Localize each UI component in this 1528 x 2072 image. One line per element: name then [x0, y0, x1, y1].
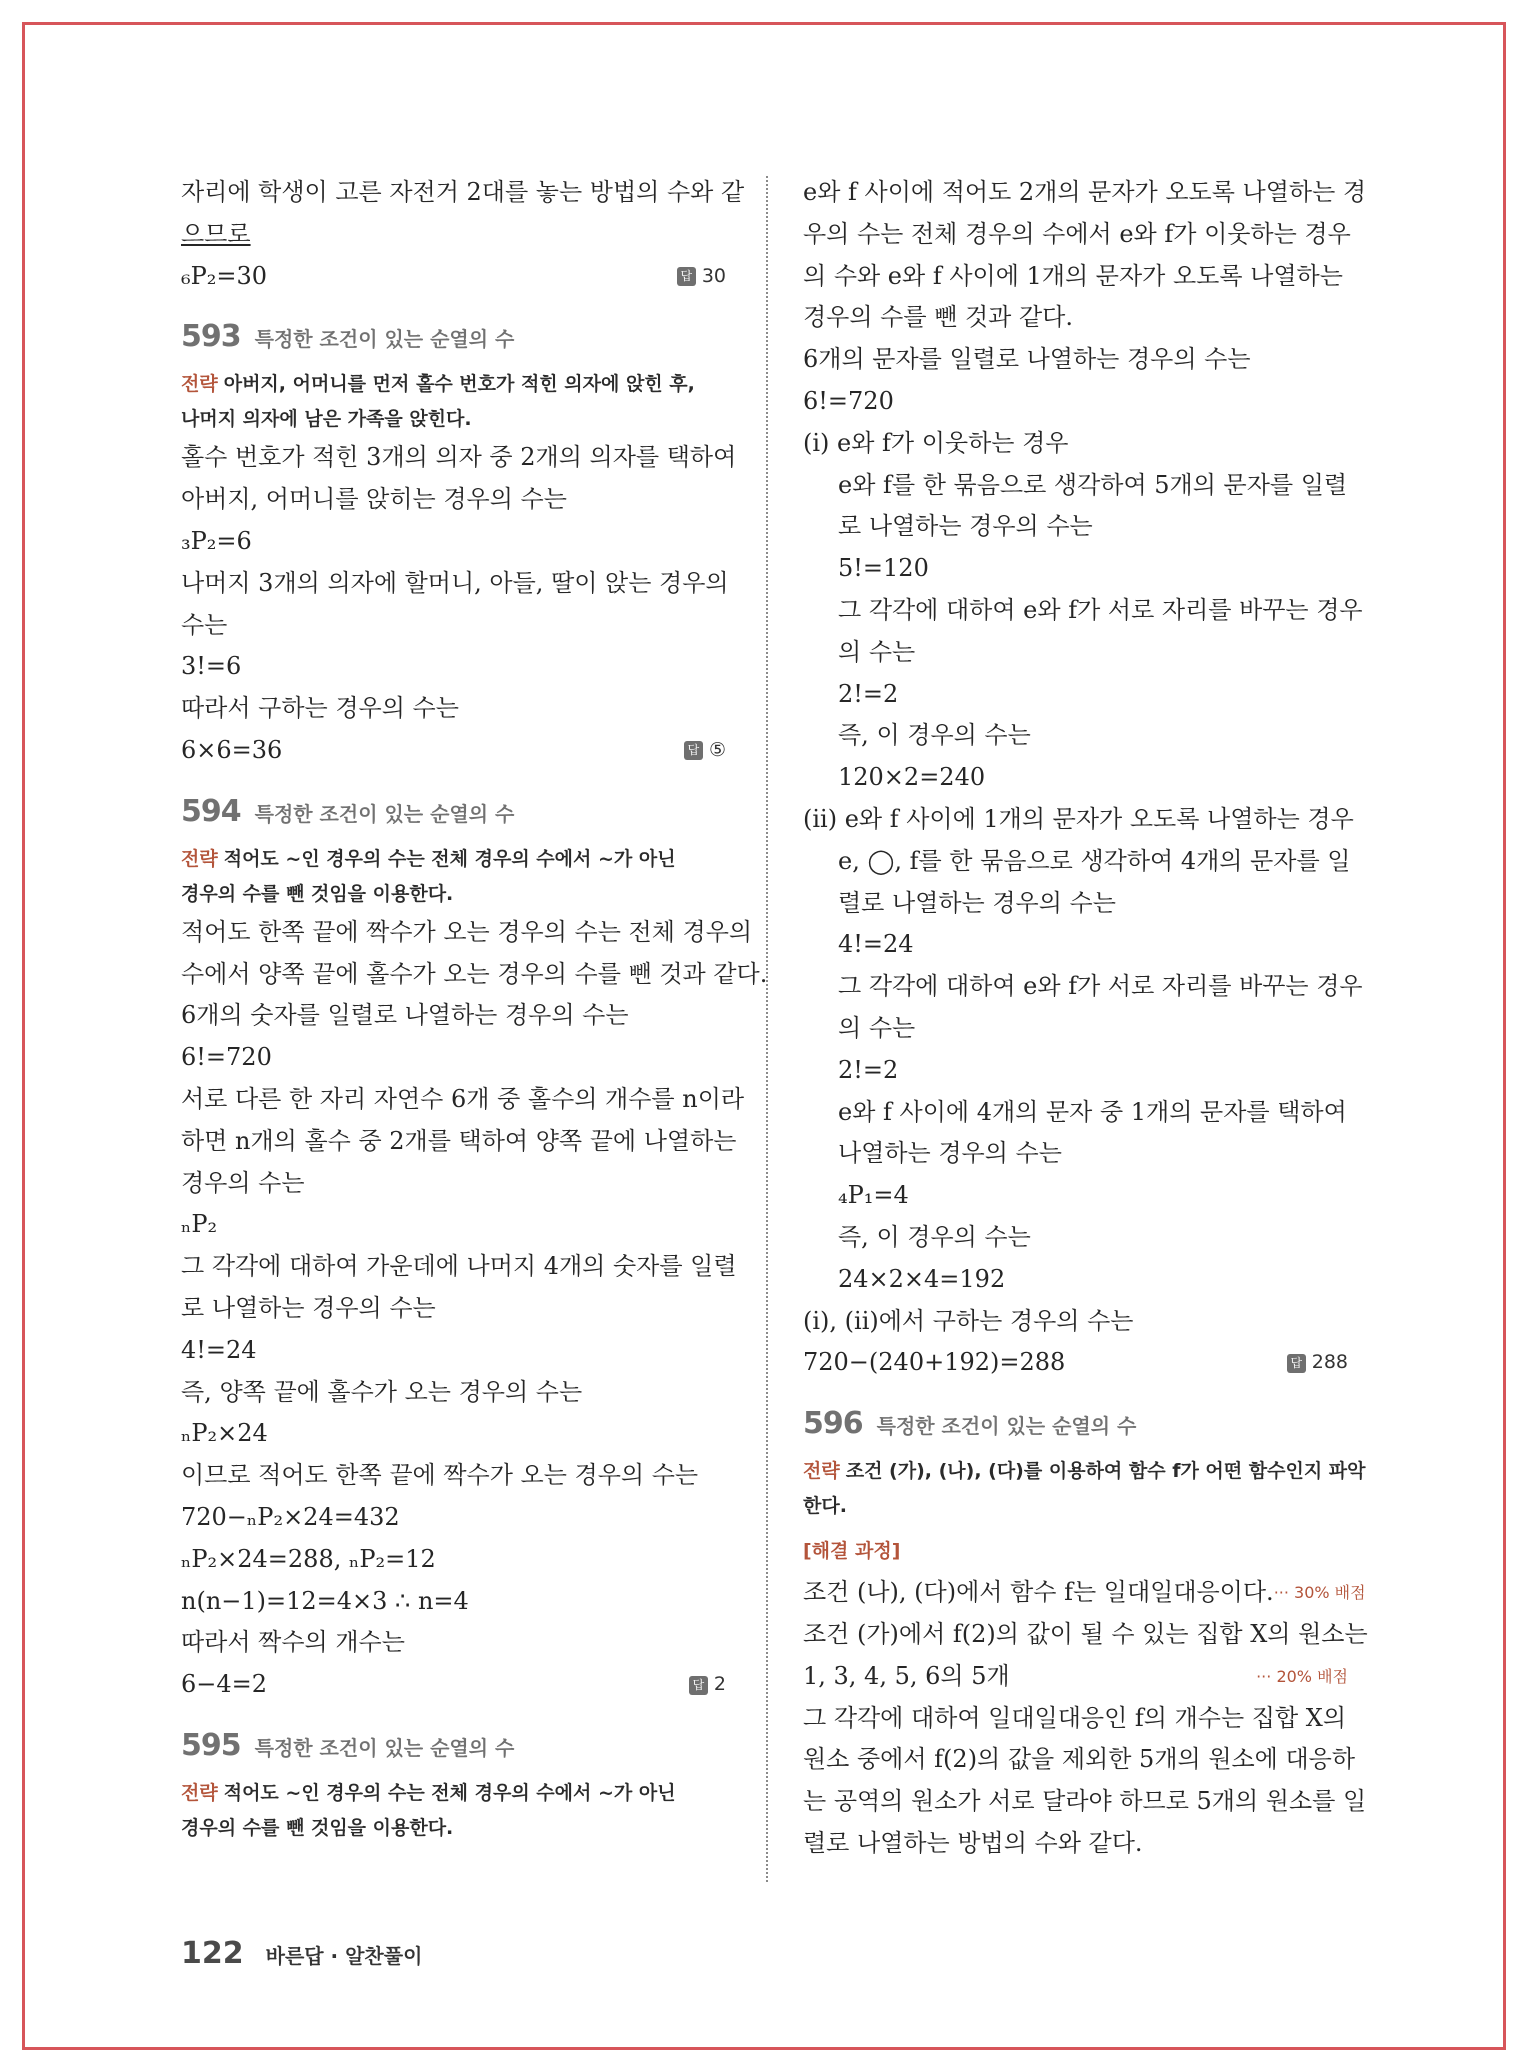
strategy-line: 나머지 의자에 남은 가족을 앉힌다.: [181, 408, 472, 431]
text-line: 4!=24: [838, 930, 914, 959]
text-line: 6개의 숫자를 일렬로 나열하는 경우의 수는: [181, 1001, 629, 1030]
text-line: (i), (ii)에서 구하는 경우의 수는: [803, 1306, 1134, 1335]
problem-header: [181, 319, 726, 367]
text-line: 로 나열하는 경우의 수는: [181, 1293, 436, 1322]
column-divider: [766, 176, 768, 1882]
answer-line: [181, 256, 726, 298]
text-line: ₃P₂=6: [181, 526, 252, 555]
problem-596: [803, 1406, 1368, 1865]
text-line: ₙP₂×24=288, ₙP₂=12: [181, 1544, 436, 1573]
solution-process-label: [해결 과정]: [803, 1540, 901, 1563]
score-note: ··· 30% 배점: [1273, 1583, 1366, 1603]
strategy-line: 한다.: [803, 1495, 847, 1518]
text-line: 는 공역의 원소가 서로 달라야 하므로 5개의 원소를 일: [803, 1787, 1367, 1816]
answer-line: [181, 730, 726, 772]
answer-value: 288: [1311, 1351, 1348, 1374]
text-line: 5!=120: [838, 554, 929, 583]
text-line: 6!=720: [803, 386, 894, 415]
strategy-text: 조건 (가), (나), (다)를 이용하여 함수 f가 어떤 함수인지 파악: [845, 1460, 1366, 1483]
strategy-text: 아버지, 어머니를 먼저 홀수 번호가 적힌 의자에 앉힌 후,: [223, 373, 695, 396]
strategy-tag: 전략: [181, 373, 218, 396]
strategy-line: [181, 1776, 726, 1811]
strategy-line: 경우의 수를 뺀 것임을 이용한다.: [181, 882, 454, 905]
page-footer: [181, 1936, 422, 1971]
text-line: 이므로 적어도 한쪽 끝에 짝수가 오는 경우의 수는: [181, 1461, 699, 1490]
text-line: 24×2×4=192: [838, 1264, 1006, 1293]
text-line: ₄P₁=4: [838, 1181, 909, 1210]
continuation-block: [803, 172, 1367, 1342]
answer-expression: 6×6=36: [181, 735, 283, 764]
answer-expression: ₆P₂=30: [181, 261, 268, 290]
answer-value: 2: [713, 1673, 726, 1696]
text-line: 로 나열하는 경우의 수는: [838, 512, 1093, 541]
text-line: 따라서 구하는 경우의 수는: [181, 694, 459, 723]
answer-icon: 답: [677, 267, 696, 286]
problem-593: [181, 319, 737, 771]
text-line: 그 각각에 대하여 일대일대응인 f의 개수는 집합 X의: [803, 1703, 1347, 1732]
text-line: 의 수와 e와 f 사이에 1개의 문자가 오도록 나열하는: [803, 261, 1343, 290]
strategy-tag: 전략: [803, 1460, 840, 1483]
text-line: 렬로 나열하는 방법의 수와 같다.: [803, 1828, 1143, 1857]
answer-badge: [684, 730, 726, 772]
answer-badge: [689, 1664, 726, 1706]
text-line: (i) e와 f가 이웃하는 경우: [803, 428, 1069, 457]
text-line: ₙP₂: [181, 1210, 218, 1239]
text-line: 렬로 나열하는 경우의 수는: [838, 888, 1116, 917]
book-title: 바른답 · 알찬풀이: [265, 1944, 423, 1968]
text-line: 2!=2: [838, 1055, 899, 1084]
problem-number: 593: [181, 319, 241, 355]
answer-line: [181, 1664, 726, 1706]
right-column: [803, 172, 1368, 1865]
text-line: 3!=6: [181, 652, 242, 681]
text-line: 의 수는: [838, 1013, 916, 1042]
text-line: 그 각각에 대하여 가운데에 나머지 4개의 숫자를 일렬: [181, 1252, 737, 1281]
problem-number: 596: [803, 1406, 863, 1442]
answer-icon: 답: [684, 741, 703, 760]
text-line: 조건 (가)에서 f(2)의 값이 될 수 있는 집합 X의 원소는: [803, 1619, 1368, 1648]
problem-title: 특정한 조건이 있는 순열의 수: [254, 1735, 515, 1760]
text-line: 나열하는 경우의 수는: [838, 1139, 1062, 1168]
answer-value: ⑤: [708, 738, 726, 761]
text-line: 자리에 학생이 고른 자전거 2대를 놓는 방법의 수와 같: [181, 178, 745, 206]
left-column: [181, 172, 768, 1846]
strategy-text: 적어도 ~인 경우의 수는 전체 경우의 수에서 ~가 아닌: [223, 1781, 676, 1804]
scored-line: [803, 1572, 1366, 1614]
text-line: 따라서 짝수의 개수는: [181, 1628, 405, 1657]
text-line: 수는: [181, 610, 228, 639]
text-line: 아버지, 어머니를 앉히는 경우의 수는: [181, 485, 567, 514]
text-line: 조건 (나), (다)에서 함수 f는 일대일대응이다.: [803, 1578, 1274, 1607]
intro-block: [181, 172, 745, 297]
text-line: ₙP₂×24: [181, 1419, 268, 1448]
text-line: 즉, 양쪽 끝에 홀수가 오는 경우의 수는: [181, 1377, 583, 1406]
text-line: 경우의 수는: [181, 1168, 305, 1197]
answer-value: 30: [701, 264, 726, 287]
text-line: 120×2=240: [838, 763, 986, 792]
text-line: 2!=2: [838, 679, 899, 708]
answer-icon: 답: [1287, 1354, 1306, 1373]
text-line: e, ◯, f를 한 묶음으로 생각하여 4개의 문자를 일: [838, 846, 1351, 875]
text-line: 으므로: [181, 219, 251, 248]
text-line: 하면 n개의 홀수 중 2개를 택하여 양쪽 끝에 나열하는: [181, 1126, 737, 1155]
text-line: n(n−1)=12=4×3 ∴ n=4: [181, 1586, 469, 1615]
text-line: 수에서 양쪽 끝에 홀수가 오는 경우의 수를 뺀 것과 같다.: [181, 959, 768, 988]
strategy-line: [181, 842, 726, 877]
text-line: 의 수는: [838, 637, 916, 666]
problem-title: 특정한 조건이 있는 순열의 수: [254, 801, 515, 826]
problem-title: 특정한 조건이 있는 순열의 수: [254, 327, 515, 352]
answer-expression: 720−(240+192)=288: [803, 1348, 1066, 1377]
text-line: e와 f 사이에 적어도 2개의 문자가 오도록 나열하는 경: [803, 178, 1367, 206]
strategy-tag: 전략: [181, 847, 218, 870]
strategy-line: [803, 1454, 1366, 1489]
answer-icon: 답: [689, 1676, 708, 1695]
strategy-tag: 전략: [181, 1781, 218, 1804]
strategy-text: 적어도 ~인 경우의 수는 전체 경우의 수에서 ~가 아닌: [223, 847, 676, 870]
problem-number: 595: [181, 1727, 241, 1763]
text-line: 그 각각에 대하여 e와 f가 서로 자리를 바꾸는 경우: [838, 595, 1363, 624]
problem-title: 특정한 조건이 있는 순열의 수: [876, 1414, 1137, 1439]
text-line: 4!=24: [181, 1335, 257, 1364]
answer-expression: 6−4=2: [181, 1670, 268, 1699]
text-line: 6!=720: [181, 1043, 272, 1072]
problem-595: [181, 1728, 726, 1846]
problem-594: [181, 793, 768, 1706]
answer-badge: [677, 256, 726, 298]
problem-header: [803, 1406, 1348, 1454]
score-note: ··· 20% 배점: [1256, 1666, 1348, 1686]
page-number: 122: [181, 1936, 244, 1971]
problem-header: [181, 794, 726, 842]
text-line: 1, 3, 4, 5, 6의 5개: [803, 1661, 1010, 1690]
text-line: e와 f 사이에 4개의 문자 중 1개의 문자를 택하여: [838, 1097, 1347, 1126]
scored-line: [803, 1656, 1348, 1698]
text-line: 나머지 3개의 의자에 할머니, 아들, 딸이 앉는 경우의: [181, 568, 729, 597]
problem-header: [181, 1728, 726, 1776]
answer-badge: [1287, 1342, 1348, 1384]
answer-line: [803, 1342, 1348, 1384]
text-line: 경우의 수를 뺀 것과 같다.: [803, 303, 1073, 332]
text-line: 즉, 이 경우의 수는: [838, 1222, 1031, 1251]
strategy-line: [181, 367, 726, 402]
text-line: 그 각각에 대하여 e와 f가 서로 자리를 바꾸는 경우: [838, 972, 1363, 1001]
text-line: 원소 중에서 f(2)의 값을 제외한 5개의 원소에 대응하: [803, 1745, 1356, 1774]
text-line: 홀수 번호가 적힌 3개의 의자 중 2개의 의자를 택하여: [181, 443, 737, 472]
text-line: 서로 다른 한 자리 자연수 6개 중 홀수의 개수를 n이라: [181, 1084, 745, 1113]
strategy-line: 경우의 수를 뺀 것임을 이용한다.: [181, 1816, 454, 1839]
text-line: 즉, 이 경우의 수는: [838, 721, 1031, 750]
text-line: 우의 수는 전체 경우의 수에서 e와 f가 이웃하는 경우: [803, 219, 1351, 248]
text-line: (ii) e와 f 사이에 1개의 문자가 오도록 나열하는 경우: [803, 804, 1354, 833]
text-line: 720−ₙP₂×24=432: [181, 1502, 400, 1531]
text-line: 6개의 문자를 일렬로 나열하는 경우의 수는: [803, 345, 1251, 374]
text-line: e와 f를 한 묶음으로 생각하여 5개의 문자를 일렬: [838, 470, 1348, 499]
problem-number: 594: [181, 793, 241, 829]
text-line: 적어도 한쪽 끝에 짝수가 오는 경우의 수는 전체 경우의: [181, 917, 753, 946]
